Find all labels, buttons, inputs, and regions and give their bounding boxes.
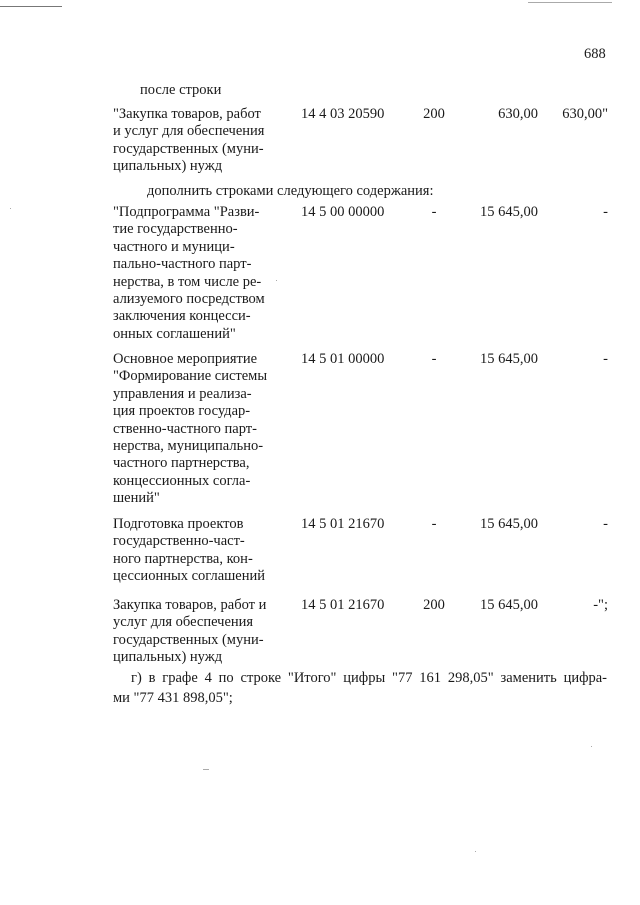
row-0-desc-line: ципальных) нужд [113, 158, 223, 175]
row-1-desc-line: онных соглашений" [113, 325, 236, 342]
scan-speck [10, 208, 11, 209]
row-4-code: 14 5 01 21670 [301, 597, 385, 613]
row-1-desc-line: заключения концесси- [113, 308, 251, 325]
row-2-amount2: - [603, 351, 608, 367]
scan-speck [591, 746, 592, 747]
row-3-desc-line: Подготовка проектов [113, 516, 244, 532]
row-3-amount2: - [603, 516, 608, 532]
row-1-desc-line: нерства, в том числе ре- [113, 273, 262, 290]
row-4-desc-line: государственных (муни- [113, 631, 264, 648]
row-2-description [113, 351, 291, 508]
row-0-description [113, 106, 291, 176]
row-1-desc-line: тие государственно- [113, 221, 238, 238]
row-2-desc-line: нерства, муниципально- [113, 438, 264, 455]
row-2-amount1: 15 645,00 [480, 351, 538, 367]
row-2-desc-line: управления и реализа- [113, 385, 252, 402]
row-1-code: 14 5 00 00000 [301, 204, 385, 220]
final-paragraph-line: ми "77 431 898,05"; [113, 689, 233, 706]
row-1-desc-line: частного и муници- [113, 238, 235, 255]
row-2-desc-line: ственно-частного парт- [113, 420, 257, 437]
top-right-rule [528, 2, 612, 3]
scan-speck [475, 851, 476, 852]
row-4-type: 200 [423, 597, 445, 613]
row-2-desc-line: "Формирование системы [113, 368, 268, 385]
row-0-amount1: 630,00 [498, 106, 538, 122]
row-4-desc-line: Закупка товаров, работ и [113, 597, 267, 613]
row-3-desc-line: цессионных соглашений [113, 568, 266, 585]
row-4-amount1: 15 645,00 [480, 597, 538, 613]
row-2-code: 14 5 01 00000 [301, 351, 385, 367]
row-0-type: 200 [423, 106, 445, 122]
row-2-desc-line: Основное мероприятие [113, 351, 258, 367]
row-1-amount1: 15 645,00 [480, 204, 538, 220]
row-3-code: 14 5 01 21670 [301, 516, 385, 532]
row-0-desc-line: государственных (муни- [113, 140, 264, 157]
scan-speck [203, 769, 209, 770]
row-1-desc-line: "Подпрограмма "Разви- [113, 204, 260, 220]
row-3-desc-line: государственно-част- [113, 533, 245, 550]
row-0-desc-line: "Закупка товаров, работ [113, 106, 261, 122]
row-4-description [113, 597, 291, 667]
row-3-desc-line: ного партнерства, кон- [113, 550, 253, 567]
row-1-description [113, 204, 291, 343]
after-row-label: после строки [140, 82, 222, 98]
row-0-code: 14 4 03 20590 [301, 106, 385, 122]
row-1-desc-line: ализуемого посредством [113, 291, 265, 308]
row-1-desc-line: пально-частного парт- [113, 256, 252, 273]
row-3-type: - [431, 516, 437, 532]
row-0-desc-line: и услуг для обеспечения [113, 123, 265, 140]
row-4-desc-line: услуг для обеспечения [113, 614, 254, 631]
row-4-amount2: -"; [593, 597, 608, 613]
row-4-desc-line: ципальных) нужд [113, 649, 223, 666]
row-2-desc-line: ция проектов государ- [113, 403, 251, 420]
row-2-desc-line: частного партнерства, [113, 455, 250, 472]
scan-speck [276, 280, 277, 281]
row-2-type: - [431, 351, 437, 367]
page-number: 688 [584, 46, 606, 62]
final-paragraph [113, 669, 607, 708]
row-3-amount1: 15 645,00 [480, 516, 538, 532]
row-2-desc-line: шений" [113, 490, 160, 507]
top-left-rule [0, 6, 62, 7]
row-0-amount2: 630,00" [562, 106, 608, 122]
row-2-desc-line: концессионных согла- [113, 472, 251, 489]
row-1-type: - [431, 204, 437, 220]
final-paragraph-line: г) в графе 4 по строке "Итого" цифры "77 161 298,05" заменить цифра- [131, 670, 607, 686]
insert-label: дополнить строками следующего содержания: [147, 183, 434, 199]
row-1-amount2: - [603, 204, 608, 220]
row-3-description [113, 516, 291, 586]
